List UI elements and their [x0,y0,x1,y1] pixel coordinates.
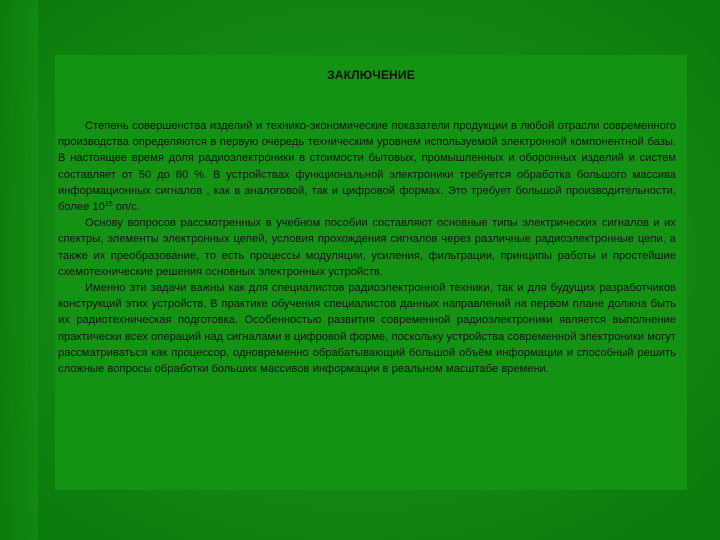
body-text [58,118,676,377]
paragraph-1 [58,118,676,215]
paragraph-2: Основу вопросов рассмотренных в учебном пособии составляют основные типы электрических сигналов и их спектры, элементы электронных цепей, условия прохождения сигналов через различные радиоэлектронные цепи, а также их преобразование, то есть процессы модуляции, усиления, фильтрации, принципы работы и простейшие схемотехнические решения основных электронных устройств. [58,217,676,278]
paragraph-1-text: Степень совершенства изделий и технико-экономические показатели продукции в любой отрасли современного производства определяются в первую очередь техническим уровнем используемой электронной компонентной базы. В настоящее время доля радиоэлектроники в стоимости бытовых, промышленных и оборонных изделий и систем составляет от 50 до 80 %. В устройствах функциональной электроники требуется обработка большого массива информационных сигналов , как в аналоговой, так и цифровой формах. Это требует большой производительности, более 10 [58,120,676,214]
slide-title: ЗАКЛЮЧЕНИЕ [327,68,415,82]
exponent: 15 [104,201,113,209]
paragraph-3: Именно эти задачи важны как для специалистов радиоэлектронной техники, так и для будущих разработчиков конструкций этих устройств. В практике обучения специалистов данных направлений на первом плане должна быть их радиотехническая подготовка. Особенностью развития современной радиоэлектроники является выполнение практически всех операций над сигналами в цифровой форме, поскольку устройства современной электроники могут рассматриваться как процессор, одновременно обрабатывающий большой объём информации и способный решить сложные вопросы обработки больших массивов информации в реальном масштабе времени. [58,282,676,376]
paragraph-1-unit: оп/с. [112,201,140,214]
left-decorative-band [0,0,38,540]
text-panel [55,55,687,490]
